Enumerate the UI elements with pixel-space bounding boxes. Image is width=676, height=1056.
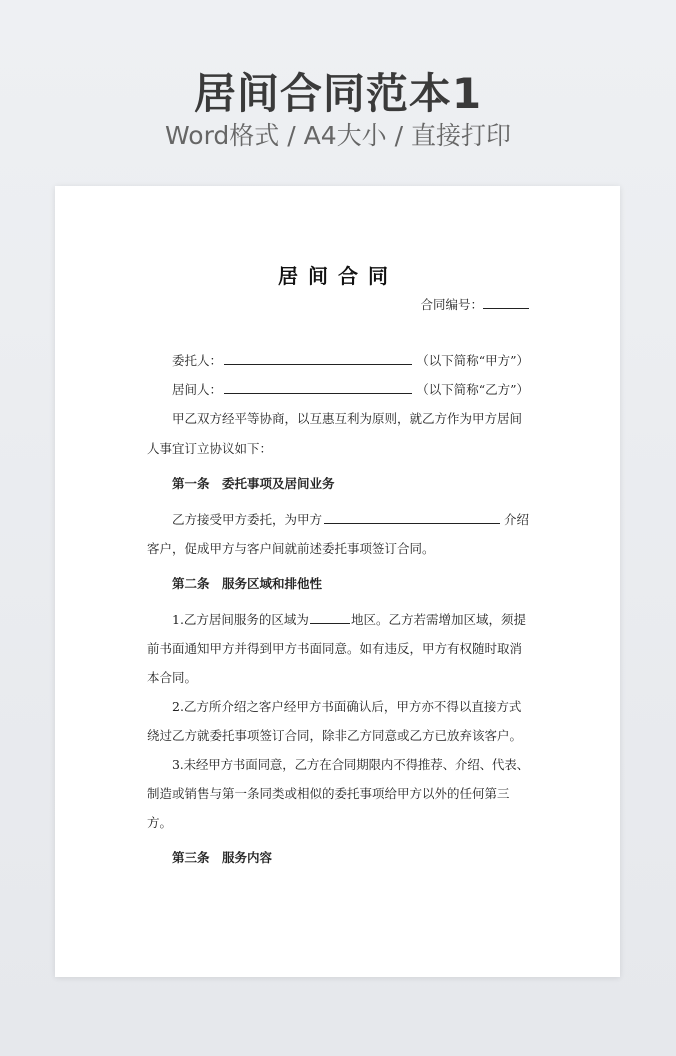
article-2-para-1-line-3: 本合同。 xyxy=(147,670,198,685)
article-2-para-1-line-2: 前书面通知甲方并得到甲方书面同意。如有违反，甲方有权随时取消 xyxy=(147,641,523,656)
contract-number-label: 合同编号： xyxy=(420,297,483,312)
broker-blank xyxy=(224,392,412,394)
banner-title: 居间合同范本1 xyxy=(193,69,483,118)
article-2-para-1-a: 1.乙方居间服务的区域为 xyxy=(172,612,309,627)
article-2-para-1-b: 地区。乙方若需增加区域，须提 xyxy=(350,612,526,627)
principal-line xyxy=(172,352,529,370)
article-1-heading: 第一条 委托事项及居间业务 xyxy=(172,476,335,491)
contract-number-blank xyxy=(483,296,529,309)
contract-number xyxy=(420,296,529,314)
article-2-para-3-line-2: 制造或销售与第一条同类或相似的委托事项给甲方以外的任何第三 xyxy=(147,786,510,801)
article-1-line-2: 客户，促成甲方与客户间就前述委托事项签订合同。 xyxy=(147,541,435,556)
article-1-blank xyxy=(324,522,500,524)
intro-line-1: 甲乙双方经平等协商，以互惠互利为原则，就乙方作为甲方居间 xyxy=(172,411,523,426)
banner-subtitle: Word格式 / A4大小 / 直接打印 xyxy=(165,121,511,150)
article-2-para-2-line-1: 2.乙方所介绍之客户经甲方书面确认后，甲方亦不得以直接方式 xyxy=(172,699,522,714)
principal-suffix: （以下简称“甲方”） xyxy=(416,353,529,368)
article-1-line-1 xyxy=(172,511,529,529)
broker-line xyxy=(172,381,529,399)
article-1-line-1-a: 乙方接受甲方委托，为甲方 xyxy=(172,512,323,527)
article-2-para-2-line-2: 绕过乙方就委托事项签订合同，除非乙方同意或乙方已放弃该客户。 xyxy=(147,728,523,743)
broker-suffix: （以下简称“乙方”） xyxy=(416,382,529,397)
article-1-line-1-b: 介绍 xyxy=(503,512,529,527)
document-title: 居间合同 xyxy=(278,264,398,288)
article-2-para-3-line-3: 方。 xyxy=(147,815,173,830)
article-2-heading: 第二条 服务区域和排他性 xyxy=(172,576,323,591)
article-2-para-3-line-1: 3.未经甲方书面同意，乙方在合同期限内不得推荐、介绍、代表、 xyxy=(172,757,529,772)
article-2-para-1-line-1 xyxy=(172,611,529,629)
broker-label: 居间人： xyxy=(172,382,223,397)
intro-line-2: 人事宜订立协议如下： xyxy=(147,441,273,456)
principal-label: 委托人： xyxy=(172,353,223,368)
article-3-heading: 第三条 服务内容 xyxy=(172,850,273,865)
principal-blank xyxy=(224,363,412,365)
service-region-blank xyxy=(310,611,350,624)
